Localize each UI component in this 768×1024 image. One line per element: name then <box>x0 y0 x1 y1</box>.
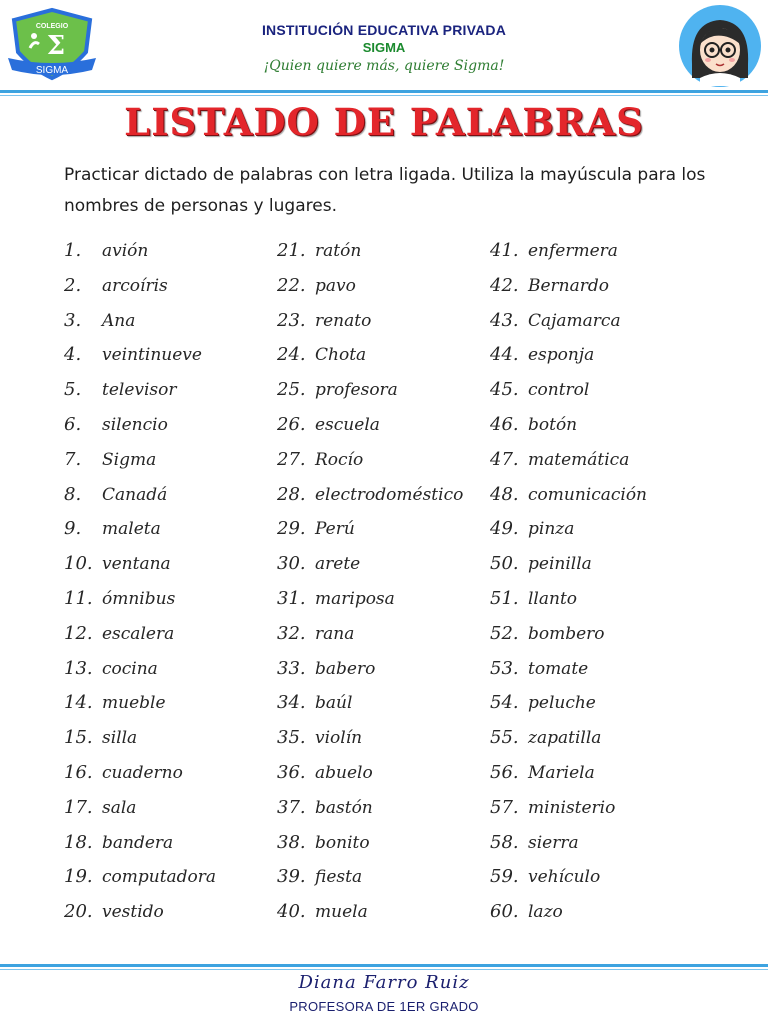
word-list-item <box>64 275 216 310</box>
word-text: cuaderno <box>102 762 183 783</box>
word-number: 42. <box>490 274 519 296</box>
word-list-item <box>490 449 647 484</box>
school-motto: ¡Quien quiere más, quiere Sigma! <box>263 58 505 74</box>
word-number: 49. <box>490 518 519 540</box>
word-list-item <box>277 692 463 727</box>
word-number: 26. <box>277 413 306 435</box>
word-list-item <box>64 379 216 414</box>
word-text: fiesta <box>315 867 363 888</box>
word-text: silencio <box>102 414 168 435</box>
word-number: 51. <box>490 587 519 609</box>
word-text: rana <box>315 623 355 644</box>
word-number: 58. <box>490 831 519 853</box>
word-list-item <box>490 727 647 762</box>
footer-divider-thin <box>0 969 768 970</box>
teacher-avatar-icon <box>678 4 762 88</box>
teacher-signature: Diana Farro Ruiz <box>298 972 470 993</box>
word-text: pavo <box>315 275 356 296</box>
word-list-item <box>277 901 463 936</box>
word-text: arete <box>315 554 361 575</box>
word-text: Cajamarca <box>528 310 621 331</box>
word-number: 50. <box>490 553 519 575</box>
footer-divider <box>0 964 768 967</box>
word-text: abuelo <box>315 762 373 783</box>
word-column-2 <box>277 240 463 936</box>
word-text: vestido <box>102 902 164 923</box>
word-number: 24. <box>277 344 306 366</box>
word-list-item <box>64 588 216 623</box>
word-list-item <box>490 344 647 379</box>
word-text: zapatilla <box>528 728 602 749</box>
word-number: 18. <box>64 831 93 853</box>
word-number: 52. <box>490 622 519 644</box>
page-header <box>0 0 768 90</box>
word-number: 36. <box>277 761 306 783</box>
word-text: ómnibus <box>102 588 176 609</box>
word-text: bombero <box>528 623 605 644</box>
word-text: mueble <box>102 693 166 714</box>
word-list-item <box>277 518 463 553</box>
word-text: pinza <box>528 519 575 540</box>
word-list-item <box>490 901 647 936</box>
word-text: sierra <box>528 832 579 853</box>
word-list-item <box>490 588 647 623</box>
word-text: bandera <box>102 832 174 853</box>
word-number: 34. <box>277 692 306 714</box>
word-number: 9. <box>64 518 82 540</box>
word-text: botón <box>528 414 578 435</box>
word-list-item <box>490 484 647 519</box>
word-text: arcoíris <box>102 275 168 296</box>
word-text: Canadá <box>102 484 168 505</box>
word-list-item <box>64 553 216 588</box>
word-list-item <box>490 692 647 727</box>
word-number: 57. <box>490 796 519 818</box>
word-text: peluche <box>528 693 596 714</box>
word-text: sala <box>102 797 137 818</box>
word-list-item <box>64 797 216 832</box>
word-text: comunicación <box>528 484 648 505</box>
word-text: renato <box>315 310 372 331</box>
word-text: bonito <box>315 832 370 853</box>
word-list-item <box>64 692 216 727</box>
word-text: Perú <box>315 519 355 540</box>
word-number: 22. <box>277 274 306 296</box>
word-text: escalera <box>102 623 175 644</box>
word-number: 20. <box>64 901 93 923</box>
word-list-item <box>277 344 463 379</box>
word-number: 30. <box>277 553 306 575</box>
word-text: computadora <box>102 867 217 888</box>
word-text: Sigma <box>102 449 157 470</box>
word-column-3 <box>490 240 647 936</box>
word-list-item <box>277 379 463 414</box>
word-text: muela <box>315 902 368 923</box>
word-number: 16. <box>64 761 93 783</box>
word-number: 28. <box>277 483 306 505</box>
word-text: electrodoméstico <box>315 484 464 505</box>
word-number: 41. <box>490 240 519 261</box>
word-list-item <box>277 658 463 693</box>
word-number: 53. <box>490 657 519 679</box>
word-number: 60. <box>490 901 519 923</box>
word-number: 38. <box>277 831 306 853</box>
word-text: televisor <box>102 380 177 401</box>
word-list-item <box>490 832 647 867</box>
institution-name: INSTITUCIÓN EDUCATIVA PRIVADA <box>261 22 507 38</box>
word-list-item <box>277 414 463 449</box>
word-list-item <box>277 275 463 310</box>
word-number: 2. <box>64 274 82 296</box>
word-list-item <box>490 797 647 832</box>
word-text: llanto <box>528 588 578 609</box>
word-list-item <box>490 379 647 414</box>
word-text: veintinueve <box>102 345 202 366</box>
word-text: lazo <box>528 902 563 923</box>
word-number: 19. <box>64 866 93 888</box>
word-list-item <box>490 553 647 588</box>
word-text: ventana <box>102 554 171 575</box>
word-list-item <box>64 518 216 553</box>
word-number: 11. <box>64 587 93 609</box>
logo-top-text: COLEGIO <box>35 23 69 30</box>
word-text: cocina <box>102 658 158 679</box>
word-text: mariposa <box>315 588 395 609</box>
word-number: 40. <box>277 901 306 923</box>
word-text: esponja <box>528 345 595 366</box>
word-list-item <box>490 762 647 797</box>
page-title: LISTADO DE PALABRAS <box>124 100 644 144</box>
word-list-item <box>490 623 647 658</box>
word-number: 15. <box>64 727 93 749</box>
word-list-item <box>490 310 647 345</box>
teacher-role: PROFESORA DE 1ER GRADO <box>289 999 479 1014</box>
word-text: Bernardo <box>528 275 610 296</box>
word-text: matemática <box>528 449 630 470</box>
word-list-item <box>490 658 647 693</box>
word-list-item <box>64 310 216 345</box>
word-list-item <box>490 414 647 449</box>
word-text: profesora <box>315 380 398 401</box>
school-name: SIGMA <box>362 40 406 55</box>
word-number: 27. <box>277 448 306 470</box>
word-number: 25. <box>277 379 306 401</box>
word-text: tomate <box>528 658 589 679</box>
word-number: 55. <box>490 727 519 749</box>
word-text: avión <box>102 241 149 261</box>
word-list-item <box>277 484 463 519</box>
word-text: escuela <box>315 414 380 435</box>
word-number: 47. <box>490 448 519 470</box>
word-number: 1. <box>64 240 82 261</box>
word-number: 56. <box>490 761 519 783</box>
word-number: 33. <box>277 657 306 679</box>
word-list-item <box>64 344 216 379</box>
word-number: 29. <box>277 518 306 540</box>
word-text: ratón <box>315 241 362 261</box>
word-text: bastón <box>315 797 373 818</box>
word-list-item <box>277 588 463 623</box>
word-list-item <box>64 762 216 797</box>
word-number: 37. <box>277 796 306 818</box>
word-text: vehículo <box>528 867 601 888</box>
word-list-item <box>64 832 216 867</box>
word-list-item <box>64 658 216 693</box>
word-list-item <box>277 762 463 797</box>
header-divider-thin <box>0 95 768 96</box>
word-text: control <box>528 380 590 401</box>
word-number: 39. <box>277 866 306 888</box>
word-list-item <box>277 240 463 275</box>
logo-bottom-text: SIGMA <box>35 65 69 76</box>
word-list-item <box>64 727 216 762</box>
word-number: 35. <box>277 727 306 749</box>
word-list-item <box>64 449 216 484</box>
word-number: 23. <box>277 309 306 331</box>
word-text: maleta <box>102 519 161 540</box>
word-number: 43. <box>490 309 519 331</box>
word-list-item <box>64 484 216 519</box>
word-number: 48. <box>490 483 519 505</box>
word-text: baúl <box>315 693 353 714</box>
word-number: 46. <box>490 413 519 435</box>
word-list-item <box>277 310 463 345</box>
word-number: 17. <box>64 796 93 818</box>
word-number: 54. <box>490 692 519 714</box>
word-list-item <box>64 414 216 449</box>
word-column-1 <box>64 240 216 936</box>
word-list-item <box>490 866 647 901</box>
word-text: enfermera <box>528 241 618 261</box>
word-list-item <box>277 866 463 901</box>
word-list-item <box>277 832 463 867</box>
word-text: peinilla <box>528 554 592 575</box>
word-list-item <box>64 901 216 936</box>
word-list-item <box>64 623 216 658</box>
logo-symbol: Σ <box>46 31 66 61</box>
word-number: 45. <box>490 379 519 401</box>
word-text: silla <box>102 728 138 749</box>
word-number: 4. <box>64 344 82 366</box>
word-number: 3. <box>64 309 82 331</box>
word-number: 31. <box>277 587 306 609</box>
word-number: 21. <box>277 240 306 261</box>
word-number: 7. <box>64 448 82 470</box>
word-text: ministerio <box>528 797 616 818</box>
word-number: 13. <box>64 657 93 679</box>
word-number: 8. <box>64 483 82 505</box>
word-list-item <box>277 797 463 832</box>
word-number: 5. <box>64 379 82 401</box>
word-list-item <box>277 623 463 658</box>
word-number: 10. <box>64 553 93 575</box>
word-list-item <box>490 518 647 553</box>
header-divider <box>0 90 768 93</box>
word-number: 6. <box>64 413 82 435</box>
word-list-item <box>277 449 463 484</box>
word-text: Rocío <box>315 449 364 470</box>
word-list-item <box>277 553 463 588</box>
word-text: Chota <box>315 345 367 366</box>
word-text: violín <box>315 728 363 749</box>
word-text: Mariela <box>528 762 595 783</box>
word-list-item <box>490 240 647 275</box>
word-list-item <box>277 727 463 762</box>
word-number: 12. <box>64 622 93 644</box>
word-list-item <box>64 240 216 275</box>
word-number: 44. <box>490 344 519 366</box>
word-number: 14. <box>64 692 93 714</box>
word-number: 32. <box>277 622 306 644</box>
word-number: 59. <box>490 866 519 888</box>
word-text: babero <box>315 658 376 679</box>
word-text: Ana <box>102 310 136 331</box>
word-list-item <box>490 275 647 310</box>
word-list-item <box>64 866 216 901</box>
instructions-text: Practicar dictado de palabras con letra ligada. Utiliza la mayúscula para los nombres de personas y lugares. <box>64 165 706 216</box>
